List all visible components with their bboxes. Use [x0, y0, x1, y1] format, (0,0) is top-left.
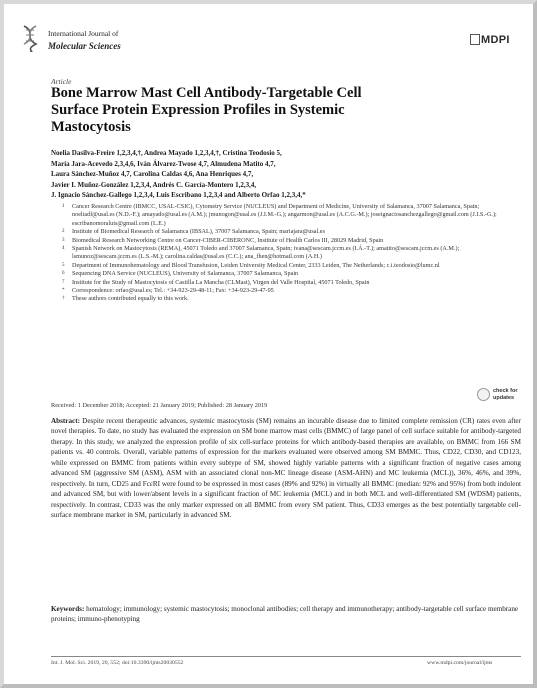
publication-dates: Received: 1 December 2018; Accepted: 21 January 2019; Published: 28 January 2019 — [51, 402, 268, 409]
author-line: Laura Sánchez-Muñoz 4,7, Carolina Caldas 4,6, Ana Henriques 4,7, — [51, 170, 254, 178]
journal-logo-icon — [20, 24, 40, 52]
affiliation-item: 6 Sequencing DNA Service (NUCLEUS), University of Salamanca, 37007 Salamanca, Spain — [62, 270, 299, 278]
journal-name-line2: Molecular Sciences — [48, 41, 121, 51]
author-line: María Jara-Acevedo 2,3,4,6, Iván Álvarez-Twose 4,7, Almudena Matito 4,7, — [51, 159, 276, 168]
affiliation-item: 3 Biomedical Research Networking Centre on Cancer-CIBER-CIBERONC, Institute of Health Carlos III, 28029 Madrid, Spain — [62, 236, 384, 244]
correspondence-note: * Correspondence: orfao@usal.es; Tel.: +34-923-29-48-11; Fax: +34-923-29-47-95 — [62, 287, 274, 295]
affiliation-item: 2 Institute of Biomedical Research of Salamanca (IBSAL), 37007 Salamanca, Spain; mariajara@usal.es — [62, 228, 325, 236]
keywords-text: hematology; immunology; systemic mastocytosis; monoclonal antibodies; cell therapy and immunotherapy; antibody-targetable cell surface membrane proteins; immuno-phenotyping — [51, 605, 519, 624]
mdpi-logo-icon — [470, 34, 480, 45]
paper-page — [4, 4, 533, 684]
abstract — [51, 416, 521, 521]
author-line: Noelia Dasilva-Freire 1,2,3,4,†, Andrea Mayado 1,2,3,4,†, Cristina Teodosio 5, — [51, 149, 282, 157]
footer-divider — [51, 656, 521, 657]
keywords-label: Keywords: — [51, 605, 85, 613]
publisher-logo-text: MDPI — [481, 34, 510, 46]
badge-line1: check for — [493, 388, 518, 394]
equal-contribution-note: † These authors contributed equally to this work. — [62, 295, 189, 303]
affiliation-item: 7 Institute for the Study of Mastocytosis of Castilla La Mancha (CLMast), Virgen del Valle Hospital, 45071 Toledo, Spain — [62, 278, 370, 286]
author-list — [51, 148, 481, 201]
affiliation-list — [62, 203, 502, 304]
journal-name-line1: International Journal of — [48, 29, 119, 38]
author-line: J. Ignacio Sánchez-Gallego 1,2,3,4, Luis Escribano 1,2,3,4 and Alberto Orfao 1,2,3,4,* — [51, 191, 306, 199]
abstract-label: Abstract: — [51, 417, 80, 425]
article-title: Bone Marrow Mast Cell Antibody-Targetable Cell Surface Protein Expression Profiles in Systemic Mastocytosis — [51, 85, 362, 135]
article-type: Article — [51, 77, 72, 86]
check-updates-icon — [477, 388, 490, 401]
affiliation-item: 5 Department of Immunohematology and Blood Transfusion, Leiden University Medical Center, 2333 Leiden, The Netherlands; c.i.teodosio@lumc.nl — [62, 261, 440, 269]
author-line: Javier I. Muñoz-González 1,2,3,4, Andrés C. García-Montero 1,2,3,4, — [51, 180, 257, 189]
affiliation-item: 4 Spanish Network on Mastocytosis (REMA), 45071 Toledo and 37007 Salamanca, Spain; ivana@sescam.jccm.es (I.Á.-T.); amatito@sescam.jccm.es (A.M.); lsmunoz@sescam.jccm.es (L.S.-M.); carolina.caldas@usal.es (C.C.); ana_fhen@hotmail.com (A.H.) — [62, 245, 460, 261]
badge-line2: updates — [493, 395, 515, 401]
journal-url[interactable]: www.mdpi.com/journal/ijms — [427, 660, 493, 666]
check-updates-badge[interactable] — [477, 387, 523, 403]
citation-footer: Int. J. Mol. Sci. 2019, 20, 552; doi:10.3390/ijms20030552 — [51, 660, 184, 666]
keywords — [51, 604, 521, 625]
affiliation-item: 1 Cancer Research Centre (IBMCC, USAL-CSIC), Cytometry Service (NUCLEUS) and Department of Medicine, University of Salamanca, 37007 Salamanca, Spain; noeliadf@usal.es (N.D.-F.); amayado@usal.es (A.M.); jmunogon@usal.es (J.I.M.-G.); angarmon@usal.es (A.C.G.-M.); joseignaciosanchezgallego@gmail.com (J.I.S.-G.); escribanomoraluis@gmail.com (L.E.) — [62, 203, 497, 227]
abstract-text: Despite recent therapeutic advances, systemic mastocytosis (SM) remains an incurable disease due to limited complete remission (CR) rates even after novel therapies. To date, no study has evaluated the expression on SM bone marrow mast cells (BMMC) of large panel of cell surface suitable for antibody-targeted therapy. In this study, we analyzed the expression profile of six cell-surface proteins for which antibody-based therapies are available, on BMMC from 166 SM patients vs. 40 controls. Overall, variable patterns of expression for the markers evaluated were observed among SM BMMC. Thus, CD22, CD30, and CD123, while expressed on BMMC from patients within every subtype of SM, showed highly variable patterns with a significant fraction of negative cases among advanced SM (aggressive SM (ASM), ASM with an associated clonal non-MC lineage disease (ASM-AHN) and MC leukemia (MCL)), 36%, 46%, and 39%, respectively. In turn, CD25 and FcεRI were found to be expressed in most cases (89% and 92%) in virtually all BMMC (median: 92% and 95%) from both indolent and advanced SM, but with lower/absent levels in a significant fraction of MC leukemia (MCL) and in both MCL and well-differentiated SM (WDSM) patients, respectively. In contrast, CD33 was the only marker expressed on all BMMC from every SM patient. Thus, CD33 emerges as the best potentially targetable cell-surface membrane marker in SM, particularly in advanced SM. — [51, 417, 521, 520]
